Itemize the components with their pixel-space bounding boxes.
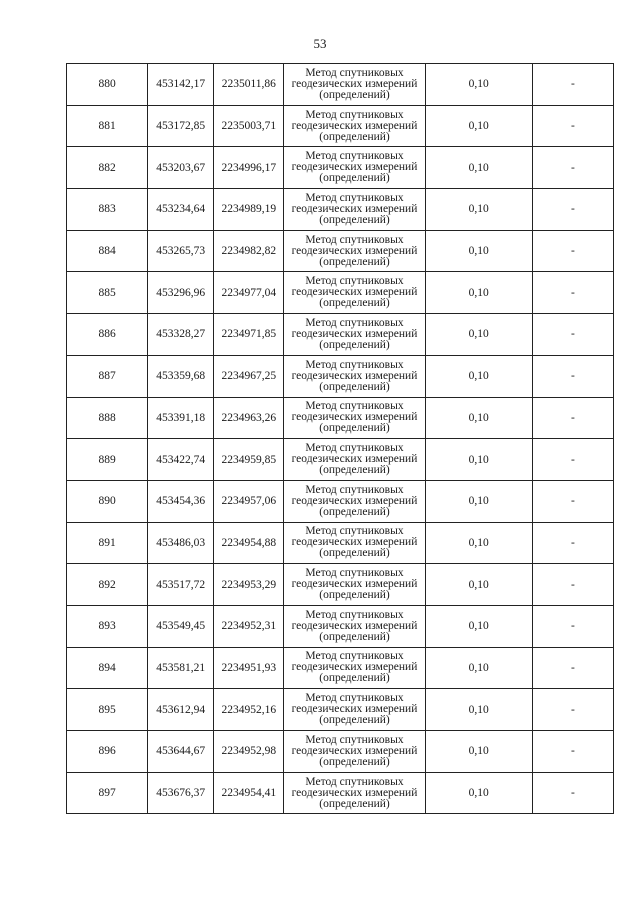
description-cell: -	[532, 105, 613, 147]
method-text-line: геодезических измерений	[291, 369, 418, 382]
method-cell	[284, 731, 425, 773]
point-number-cell: 892	[67, 564, 148, 606]
accuracy-cell: 0,10	[425, 272, 532, 314]
y-coordinate-cell: 2234954,88	[214, 522, 284, 564]
method-text-line: Метод спутниковых	[305, 66, 404, 79]
method-text-line: Метод спутниковых	[305, 316, 404, 329]
x-coordinate-cell: 453265,73	[148, 230, 214, 272]
method-text-line: (определений)	[319, 422, 390, 435]
accuracy-cell: 0,10	[425, 147, 532, 189]
method-cell	[284, 272, 425, 314]
y-coordinate-cell: 2234963,26	[214, 397, 284, 439]
y-coordinate-cell: 2234952,16	[214, 689, 284, 731]
method-text-line: (определений)	[319, 130, 390, 143]
table-row	[67, 189, 614, 231]
method-text-line: геодезических измерений	[291, 453, 418, 466]
method-text-line: геодезических измерений	[291, 536, 418, 549]
method-text-line: геодезических измерений	[291, 244, 418, 257]
method-text-line: (определений)	[319, 547, 390, 560]
method-cell	[284, 314, 425, 356]
method-text-line: (определений)	[319, 255, 390, 268]
method-text-line: геодезических измерений	[291, 202, 418, 215]
method-text-line: (определений)	[319, 338, 390, 351]
y-coordinate-cell: 2234952,31	[214, 605, 284, 647]
accuracy-cell: 0,10	[425, 189, 532, 231]
x-coordinate-cell: 453581,21	[148, 647, 214, 689]
x-coordinate-cell: 453422,74	[148, 439, 214, 481]
y-coordinate-cell: 2234959,85	[214, 439, 284, 481]
accuracy-cell: 0,10	[425, 480, 532, 522]
description-cell: -	[532, 647, 613, 689]
table-row	[67, 105, 614, 147]
table-row	[67, 689, 614, 731]
table-row	[67, 605, 614, 647]
method-text-line: (определений)	[319, 464, 390, 477]
table-row	[67, 314, 614, 356]
y-coordinate-cell: 2234989,19	[214, 189, 284, 231]
method-text-line: Метод спутниковых	[305, 775, 404, 788]
method-text-line: геодезических измерений	[291, 578, 418, 591]
table-row	[67, 772, 614, 814]
method-text-line: (определений)	[319, 755, 390, 768]
method-cell	[284, 522, 425, 564]
y-coordinate-cell: 2234967,25	[214, 355, 284, 397]
y-coordinate-cell: 2234996,17	[214, 147, 284, 189]
method-text-line: геодезических измерений	[291, 619, 418, 632]
y-coordinate-cell: 2234957,06	[214, 480, 284, 522]
method-text-line: (определений)	[319, 714, 390, 727]
description-cell: -	[532, 230, 613, 272]
accuracy-cell: 0,10	[425, 105, 532, 147]
x-coordinate-cell: 453391,18	[148, 397, 214, 439]
point-number-cell: 887	[67, 355, 148, 397]
x-coordinate-cell: 453296,96	[148, 272, 214, 314]
accuracy-cell: 0,10	[425, 397, 532, 439]
method-cell	[284, 355, 425, 397]
table-row	[67, 355, 614, 397]
description-cell: -	[532, 605, 613, 647]
method-text-line: (определений)	[319, 172, 390, 185]
x-coordinate-cell: 453328,27	[148, 314, 214, 356]
method-text-line: Метод спутниковых	[305, 150, 404, 163]
method-cell	[284, 189, 425, 231]
method-text-line: Метод спутниковых	[305, 483, 404, 496]
point-number-cell: 888	[67, 397, 148, 439]
description-cell: -	[532, 522, 613, 564]
x-coordinate-cell: 453359,68	[148, 355, 214, 397]
method-text-line: геодезических измерений	[291, 119, 418, 132]
point-number-cell: 886	[67, 314, 148, 356]
description-cell: -	[532, 355, 613, 397]
description-cell: -	[532, 480, 613, 522]
table-row	[67, 439, 614, 481]
coordinates-table	[66, 63, 614, 814]
x-coordinate-cell: 453612,94	[148, 689, 214, 731]
description-cell: -	[532, 564, 613, 606]
x-coordinate-cell: 453203,67	[148, 147, 214, 189]
method-text-line: Метод спутниковых	[305, 442, 404, 455]
method-text-line: Метод спутниковых	[305, 608, 404, 621]
method-cell	[284, 605, 425, 647]
method-text-line: (определений)	[319, 88, 390, 101]
accuracy-cell: 0,10	[425, 439, 532, 481]
accuracy-cell: 0,10	[425, 314, 532, 356]
y-coordinate-cell: 2235011,86	[214, 64, 284, 106]
method-text-line: Метод спутниковых	[305, 108, 404, 121]
x-coordinate-cell: 453142,17	[148, 64, 214, 106]
method-text-line: Метод спутниковых	[305, 275, 404, 288]
y-coordinate-cell: 2234952,98	[214, 731, 284, 773]
x-coordinate-cell: 453517,72	[148, 564, 214, 606]
x-coordinate-cell: 453486,03	[148, 522, 214, 564]
method-text-line: геодезических измерений	[291, 786, 418, 799]
method-text-line: Метод спутниковых	[305, 191, 404, 204]
method-text-line: Метод спутниковых	[305, 233, 404, 246]
y-coordinate-cell: 2234982,82	[214, 230, 284, 272]
description-cell: -	[532, 439, 613, 481]
description-cell: -	[532, 689, 613, 731]
description-cell: -	[532, 64, 613, 106]
table-row	[67, 147, 614, 189]
description-cell: -	[532, 772, 613, 814]
method-text-line: (определений)	[319, 797, 390, 810]
coordinates-table-body	[67, 64, 614, 814]
table-row	[67, 480, 614, 522]
table-row	[67, 731, 614, 773]
point-number-cell: 883	[67, 189, 148, 231]
y-coordinate-cell: 2235003,71	[214, 105, 284, 147]
method-text-line: (определений)	[319, 505, 390, 518]
method-text-line: Метод спутниковых	[305, 525, 404, 538]
table-row	[67, 272, 614, 314]
y-coordinate-cell: 2234971,85	[214, 314, 284, 356]
x-coordinate-cell: 453454,36	[148, 480, 214, 522]
accuracy-cell: 0,10	[425, 689, 532, 731]
y-coordinate-cell: 2234977,04	[214, 272, 284, 314]
description-cell: -	[532, 731, 613, 773]
method-cell	[284, 647, 425, 689]
method-cell	[284, 564, 425, 606]
y-coordinate-cell: 2234951,93	[214, 647, 284, 689]
x-coordinate-cell: 453234,64	[148, 189, 214, 231]
table-row	[67, 564, 614, 606]
method-text-line: геодезических измерений	[291, 411, 418, 424]
description-cell: -	[532, 397, 613, 439]
point-number-cell: 891	[67, 522, 148, 564]
page-number: 53	[313, 36, 327, 51]
method-text-line: Метод спутниковых	[305, 650, 404, 663]
point-number-cell: 881	[67, 105, 148, 147]
method-cell	[284, 230, 425, 272]
method-text-line: Метод спутниковых	[305, 692, 404, 705]
accuracy-cell: 0,10	[425, 731, 532, 773]
method-text-line: геодезических измерений	[291, 494, 418, 507]
method-text-line: (определений)	[319, 672, 390, 685]
description-cell: -	[532, 272, 613, 314]
table-row	[67, 230, 614, 272]
method-cell	[284, 147, 425, 189]
method-text-line: (определений)	[319, 589, 390, 602]
method-text-line: геодезических измерений	[291, 744, 418, 757]
method-text-line: геодезических измерений	[291, 77, 418, 90]
point-number-cell: 889	[67, 439, 148, 481]
x-coordinate-cell: 453644,67	[148, 731, 214, 773]
x-coordinate-cell: 453676,37	[148, 772, 214, 814]
point-number-cell: 896	[67, 731, 148, 773]
point-number-cell: 880	[67, 64, 148, 106]
x-coordinate-cell: 453549,45	[148, 605, 214, 647]
table-row	[67, 397, 614, 439]
method-text-line: Метод спутниковых	[305, 567, 404, 580]
method-text-line: геодезических измерений	[291, 703, 418, 716]
method-text-line: (определений)	[319, 380, 390, 393]
y-coordinate-cell: 2234953,29	[214, 564, 284, 606]
description-cell: -	[532, 189, 613, 231]
method-cell	[284, 105, 425, 147]
method-text-line: Метод спутниковых	[305, 733, 404, 746]
method-text-line: геодезических измерений	[291, 661, 418, 674]
table-row	[67, 522, 614, 564]
accuracy-cell: 0,10	[425, 564, 532, 606]
point-number-cell: 894	[67, 647, 148, 689]
point-number-cell: 885	[67, 272, 148, 314]
method-text-line: (определений)	[319, 630, 390, 643]
point-number-cell: 890	[67, 480, 148, 522]
table-row	[67, 64, 614, 106]
method-cell	[284, 64, 425, 106]
method-text-line: геодезических измерений	[291, 286, 418, 299]
point-number-cell: 882	[67, 147, 148, 189]
point-number-cell: 884	[67, 230, 148, 272]
accuracy-cell: 0,10	[425, 772, 532, 814]
method-cell	[284, 689, 425, 731]
method-cell	[284, 439, 425, 481]
method-text-line: (определений)	[319, 213, 390, 226]
table-row	[67, 647, 614, 689]
accuracy-cell: 0,10	[425, 647, 532, 689]
accuracy-cell: 0,10	[425, 64, 532, 106]
accuracy-cell: 0,10	[425, 230, 532, 272]
method-cell	[284, 397, 425, 439]
description-cell: -	[532, 147, 613, 189]
method-cell	[284, 772, 425, 814]
method-text-line: (определений)	[319, 297, 390, 310]
accuracy-cell: 0,10	[425, 355, 532, 397]
point-number-cell: 893	[67, 605, 148, 647]
x-coordinate-cell: 453172,85	[148, 105, 214, 147]
point-number-cell: 897	[67, 772, 148, 814]
method-text-line: Метод спутниковых	[305, 400, 404, 413]
method-cell	[284, 480, 425, 522]
point-number-cell: 895	[67, 689, 148, 731]
accuracy-cell: 0,10	[425, 522, 532, 564]
description-cell: -	[532, 314, 613, 356]
accuracy-cell: 0,10	[425, 605, 532, 647]
y-coordinate-cell: 2234954,41	[214, 772, 284, 814]
method-text-line: геодезических измерений	[291, 327, 418, 340]
method-text-line: геодезических измерений	[291, 161, 418, 174]
method-text-line: Метод спутниковых	[305, 358, 404, 371]
